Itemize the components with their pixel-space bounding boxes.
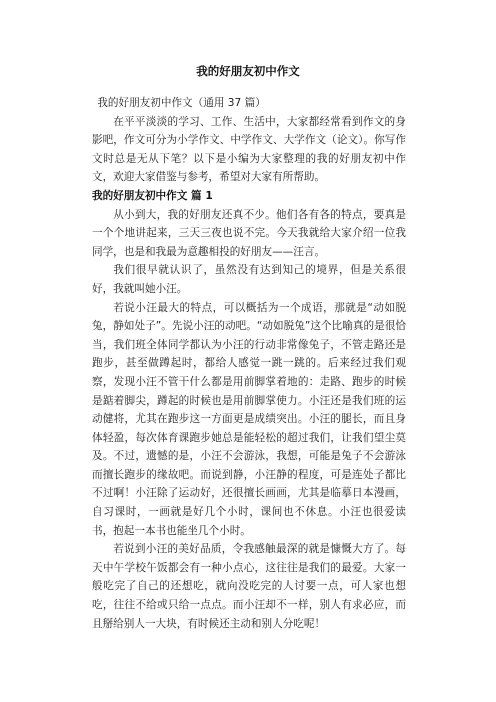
section-heading: 我的好朋友初中作文 篇 1 <box>92 189 213 202</box>
body-paragraph: 我们很早就认识了，虽然没有达到知己的境界，但是关系很好，我就叫她小汪。 <box>92 264 406 295</box>
document-subtitle: 我的好朋友初中作文（通用 37 篇） <box>97 97 266 109</box>
intro-paragraph: 在平平淡淡的学习、工作、生活中，大家都经常看到作文的身影吧，作文可分为小学作文、中学作文、大学作文（论文）。你写作文时总是无从下笔？以下是小编为大家整理的我的好朋友初中作文，欢迎大家借鉴与参考，希望对大家有所帮助。 <box>92 115 406 184</box>
body-paragraph: 从小到大，我的好朋友还真不少。他们各有各的特点，要真是一个个地讲起来，三天三夜也说不完。今天我就给大家介绍一位我同学，也是和我最为意趣相投的好朋友——汪言。 <box>92 208 406 258</box>
body-paragraph: 若说到小汪的美好品质，令我感触最深的就是慷慨大方了。每天中午学校午饭都会有一种小点心，这往往是我们的最爱。大家一般吃完了自己的还想吃，就向没吃完的人讨要一点，可人家也想吃，往往不给或只给一点点。而小汪却不一样，别人有求必应，而且掰给别人一大块，有时候还主动和别人分吃呢！ <box>92 543 406 630</box>
body-paragraph: 若说小汪最大的特点，可以概括为一个成语，那就是“动如脱兔，静如处子”。先说小汪的动吧。“动如脱兔”这个比喻真的是很恰当，我们班全体同学都认为小汪的行动非常像兔子，不管走路还是跑步，甚至做蹲起时，都给人感觉一跳一跳的。后来经过我们观察，发现小汪不管干什么都是用前脚掌着地的：走路、跑步的时候是踮着脚尖，蹲起的时候也是用前脚掌使力。小汪还是我们班的运动健将，尤其在跑步这一方面更是成绩突出。小汪的腿长，而且身体轻盈，每次体育课跑步她总是能轻松的超过我们，让我们望尘莫及。不过，遗憾的是，小汪不会游泳，我想，可能是兔子不会游泳而擅长跑步的缘故吧。而说到静，小汪静的程度，可是连处子都比不过啊！小汪除了运动好，还很擅长画画，尤其是临摹日本漫画，自习课时，一画就是好几个小时，课间也不休息。小汪也很爱读书，抱起一本书也能坐几个小时。 <box>92 301 406 537</box>
document-body <box>92 94 406 633</box>
document-title: 我的好朋友初中作文 <box>196 64 300 78</box>
